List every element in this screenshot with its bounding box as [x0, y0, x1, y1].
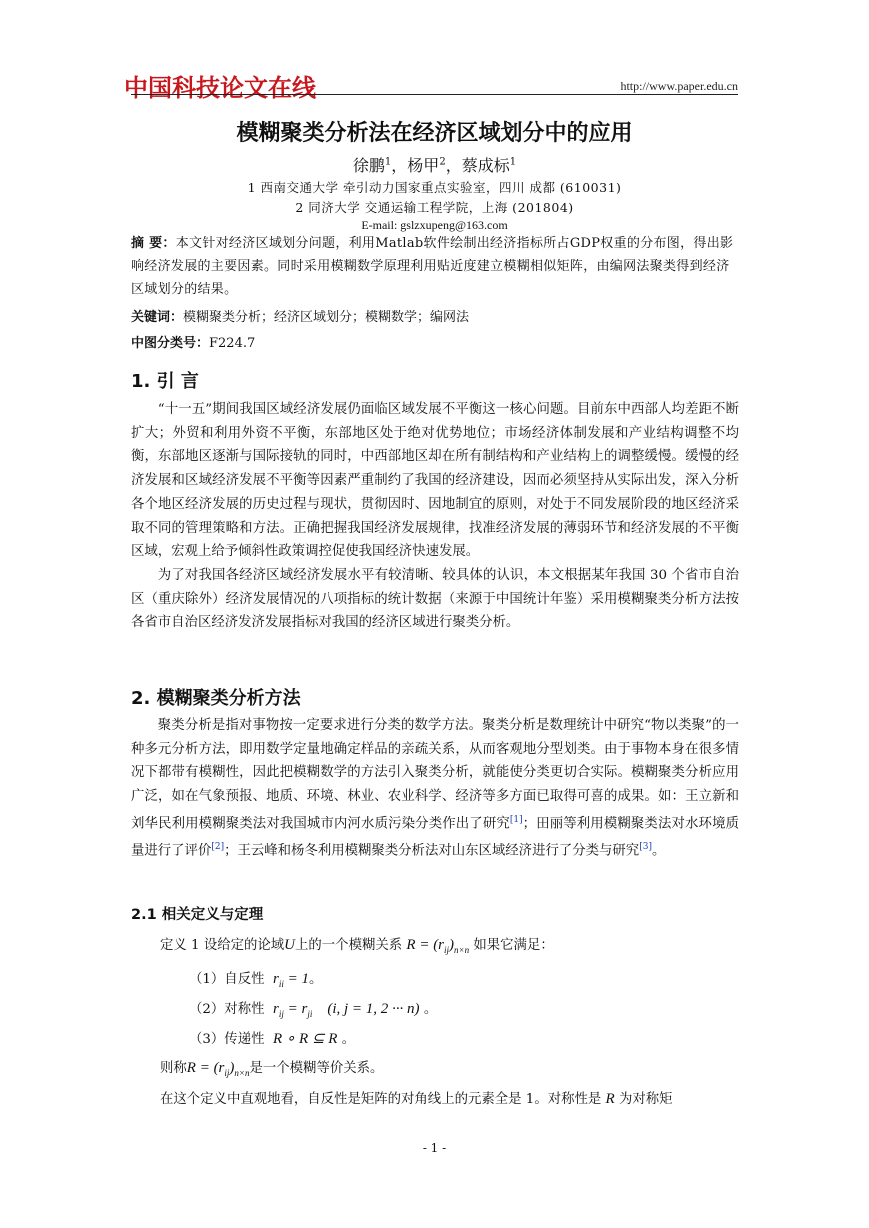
header-rule [131, 94, 738, 95]
math-part: R = (r [186, 1060, 225, 1076]
abstract-label: 摘 要： [131, 236, 176, 251]
definition-explanation [160, 1088, 673, 1108]
math-subscript: n×n [454, 945, 470, 955]
site-url[interactable]: http://www.paper.edu.cn [620, 79, 738, 93]
classification-code: F224.7 [209, 336, 256, 351]
math-part: = r [283, 1001, 308, 1017]
math-subscript: ij [224, 1068, 230, 1078]
section-1-body [131, 398, 739, 635]
author-name: 杨甲 [407, 156, 440, 175]
citation-2[interactable]: [2] [211, 841, 225, 852]
author-affil-mark: 1 [509, 156, 517, 168]
text-run: 在这个定义中直观地看，自反性是矩阵的对角线上的元素全是 1。对称性是 [160, 1092, 602, 1107]
text-run: （3）传递性 [189, 1032, 265, 1047]
classification [131, 332, 255, 351]
math-part: = 1 [283, 971, 309, 987]
math-expr [187, 1060, 250, 1076]
abstract-text: 本文针对经济区域划分问题，利用Matlab软件绘制出经济指标所占GDP权重的分布图，得出影响经济发展的主要因素。同时采用模糊数学原理利用贴近度建立模糊相似矩阵，由编网法聚类得到经济区域划分的结果。 [131, 236, 734, 297]
math-symbol: R [605, 1091, 615, 1107]
math-subscript: ij [278, 1009, 284, 1019]
section-2-body [131, 714, 739, 863]
page-number: - 1 - [422, 1141, 447, 1155]
definition-1 [160, 934, 554, 955]
math-part: R = (r [406, 937, 445, 953]
keywords-text: 模糊聚类分析；经济区域划分；模糊数学；编网法 [183, 310, 470, 325]
contact-email[interactable]: E-mail: gslzxupeng@163.com [361, 218, 508, 232]
math-part: (i, j = 1, 2 ··· n) [327, 1001, 420, 1017]
classification-label: 中图分类号： [131, 336, 210, 351]
text-run: 定义 1 设给定的论域 [160, 938, 285, 953]
author-name: 徐鹏 [352, 156, 385, 175]
text-run: 为对称矩 [618, 1092, 673, 1107]
math-expr [273, 1001, 420, 1017]
math-subscript: ii [278, 979, 284, 989]
paper-title: 模糊聚类分析法在经济区域划分中的应用 [236, 121, 633, 146]
math-part: ) [229, 1060, 235, 1076]
author-name: 蔡成标 [461, 156, 510, 175]
text-run: 聚类分析是指对事物按一定要求进行分类的数学方法。聚类分析是数理统计中研究“物以类聚”的一种多元分析方法，即用数学定量地确定样品的亲疏关系，从而客观地分型划类。由于事物本身在很多情况下都带有模糊性，因此把模糊数学的方法引入聚类分析，就能使分类更切合实际。模糊聚类分析应用广泛，如在气象预报、地质、环境、林业、农业科学、经济等多方面已取得可喜的成果。如：王立新和刘华民利用模糊聚类法对我国城市内河水质污染分类作出了研究 [131, 718, 739, 832]
property-symmetric [189, 998, 437, 1019]
text-run: 是一个模糊等价关系。 [249, 1061, 384, 1076]
math-part: ) [449, 937, 455, 953]
property-reflexive [189, 968, 322, 989]
section-1-heading: 1. 引 言 [131, 371, 199, 392]
equivalence-statement [160, 1057, 383, 1078]
section-2-heading: 2. 模糊聚类分析方法 [131, 688, 301, 709]
author-list [0, 153, 869, 176]
affiliation-1: 1 西南交通大学 牵引动力国家重点实验室，四川 成都 (610031) [247, 180, 622, 195]
text-run: 。 [423, 1002, 438, 1017]
text-run: 。 [308, 972, 323, 987]
math-subscript: ij [444, 945, 450, 955]
keywords-label: 关键词： [131, 310, 184, 325]
math-universe: U [284, 937, 296, 953]
keywords [131, 306, 741, 325]
author-affil-mark: 2 [439, 156, 446, 168]
text-run: ；王云峰和杨冬利用模糊聚类分析法对山东区域经济进行了分类与研究 [224, 843, 640, 859]
math-relation [406, 937, 469, 953]
affiliation-2: 2 同济大学 交通运输工程学院，上海 (201804) [295, 200, 574, 215]
citation-3[interactable]: [3] [639, 841, 652, 852]
text-run: 。 [341, 1032, 356, 1047]
section-2-1-heading: 2.1 相关定义与定理 [131, 907, 264, 923]
text-run: ；田丽等利用模糊聚类法对水环境质量进行了评价 [131, 816, 740, 859]
text-run: 如果它满足： [473, 938, 554, 953]
text-run: 。 [651, 843, 666, 859]
math-part: r [273, 971, 279, 987]
text-run: （2）对称性 [189, 1002, 265, 1017]
text-run: （1）自反性 [189, 972, 265, 987]
math-subscript: ji [307, 1009, 313, 1019]
math-expr [273, 971, 309, 987]
math-part: r [273, 1001, 279, 1017]
paragraph: 为了对我国各经济区域经济发展水平有较清晰、较具体的认识，本文根据某年我国 30 个省市自治区（重庆除外）经济发展情况的八项指标的统计数据（来源于中国统计年鉴）采用模糊聚类分析方法按各省市自治区经济发济发展指标对我国的经济区域进行聚类分析。 [131, 567, 739, 631]
text-run: 则称 [160, 1061, 187, 1076]
property-transitive [189, 1028, 355, 1048]
paragraph: “十一五”期间我国区域经济发展仍面临区域发展不平衡这一核心问题。目前东中西部人均差距不断扩大；外贸和利用外资不平衡，东部地区处于绝对优势地位；市场经济体制发展和产业结构调整不均衡，东部地区逐渐与国际接轨的同时，中西部地区却在所有制结构和产业结构上的调整缓慢。缓慢的经济发展和区域经济发展不平衡等因素严重制约了我国的经济建设，因而必须坚持从实际出发，深入分析各个地区经济发展的历史过程与现状，贯彻因时、因地制宜的原则，对处于不同发展阶段的地区经济采取不同的管理策略和方法。正确把握我国经济发展规律，找准经济发展的薄弱环节和经济发展的不平衡区域，宏观上给予倾斜性政策调控促使我国经济快速发展。 [131, 402, 739, 560]
author-separator: ， [445, 156, 462, 175]
site-logo: 中国科技论文在线 [124, 74, 316, 102]
paragraph [131, 714, 739, 863]
author-affil-mark: 1 [384, 156, 392, 168]
math-subscript: n×n [234, 1068, 250, 1078]
abstract [131, 232, 741, 301]
text-run: 上的一个模糊关系 [295, 938, 403, 953]
citation-1[interactable]: [1] [509, 814, 523, 825]
author-separator: ， [391, 156, 408, 175]
math-expr: R ∘ R ⊆ R [273, 1031, 338, 1047]
